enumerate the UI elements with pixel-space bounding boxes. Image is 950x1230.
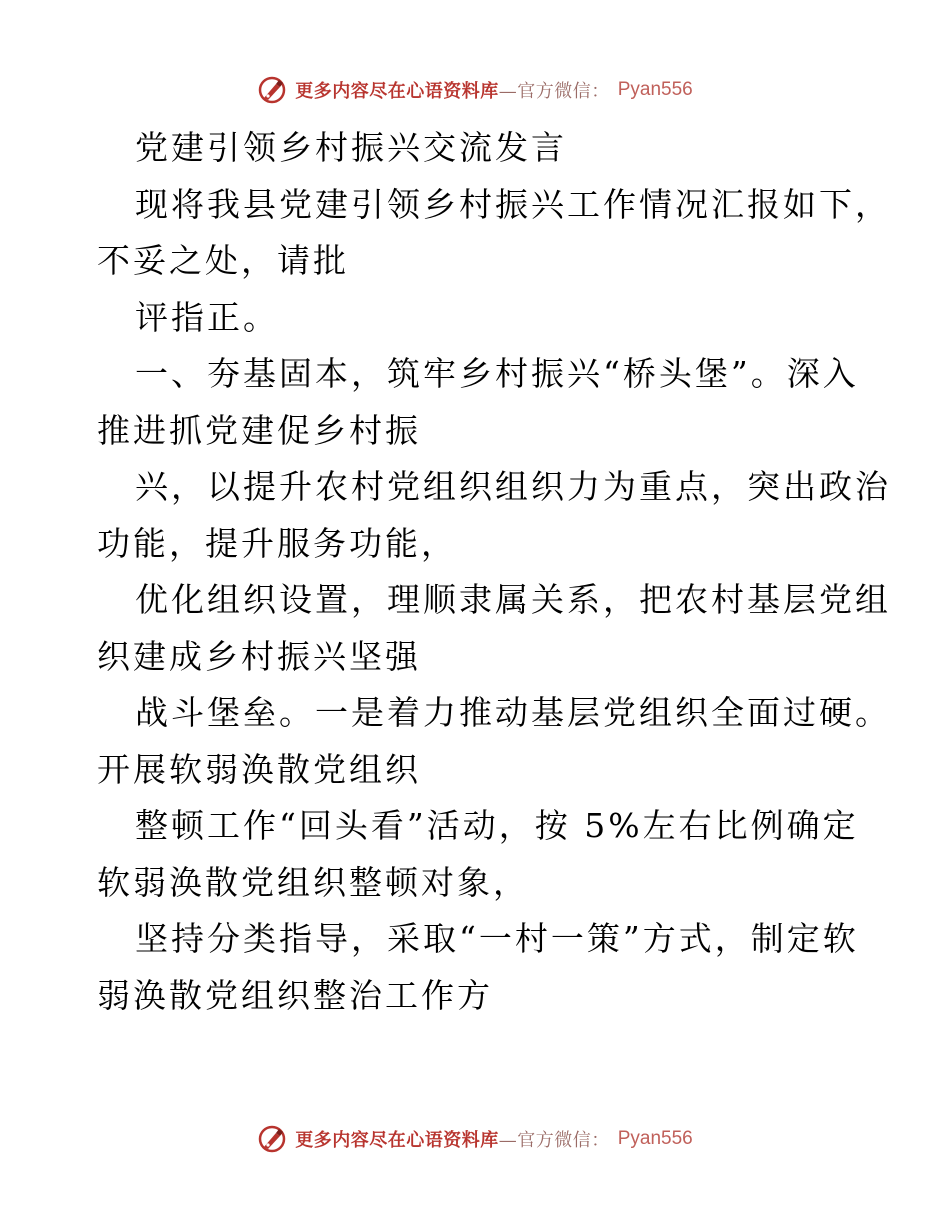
watermark-title: 更多内容尽在心语资料库 [295, 1130, 499, 1151]
watermark-id: Pyan556 [617, 79, 693, 100]
watermark-text [295, 77, 610, 103]
text-line: 兴，以提升农村党组织组织力为重点，突出政治 [135, 467, 891, 506]
text-line: 开展软弱涣散党组织 [97, 749, 421, 789]
text-line: 党建引领乡村振兴交流发言 [135, 128, 567, 167]
text-line: 软弱涣散党组织整顿对象， [97, 862, 529, 902]
watermark-id: Pyan556 [617, 1128, 693, 1149]
pen-logo-icon [257, 75, 287, 105]
text-line: 优化组织设置，理顺隶属关系，把农村基层党组 [135, 580, 891, 619]
text-line: 织建成乡村振兴坚强 [97, 636, 421, 676]
watermark-tail: —官方微信： [498, 1130, 610, 1151]
text-line: 战斗堡垒。一是着力推动基层党组织全面过硬。 [135, 693, 891, 732]
watermark-header [0, 73, 950, 107]
text-line: 现将我县党建引领乡村振兴工作情况汇报如下， [135, 184, 891, 224]
text-line: 坚持分类指导，采取“一村一策”方式，制定软 [135, 919, 859, 958]
watermark-tail: —官方微信： [498, 81, 610, 102]
document-body [97, 120, 891, 1024]
text-line: 不妥之处，请批 [97, 241, 349, 280]
text-line: 弱涣散党组织整治工作方 [97, 975, 493, 1015]
watermark-title: 更多内容尽在心语资料库 [295, 81, 499, 102]
text-line: 整顿工作“回头看”活动，按 5%左右比例确定 [135, 806, 859, 845]
watermark-footer [0, 1122, 950, 1156]
text-line: 一、夯基固本，筑牢乡村振兴“桥头堡”。深入 [135, 354, 859, 393]
text-line: 评指正。 [135, 297, 279, 337]
text-line: 功能，提升服务功能， [97, 523, 457, 563]
pen-logo-icon [257, 1124, 287, 1154]
watermark-text [295, 1126, 610, 1152]
text-line: 推进抓党建促乡村振 [97, 410, 421, 450]
